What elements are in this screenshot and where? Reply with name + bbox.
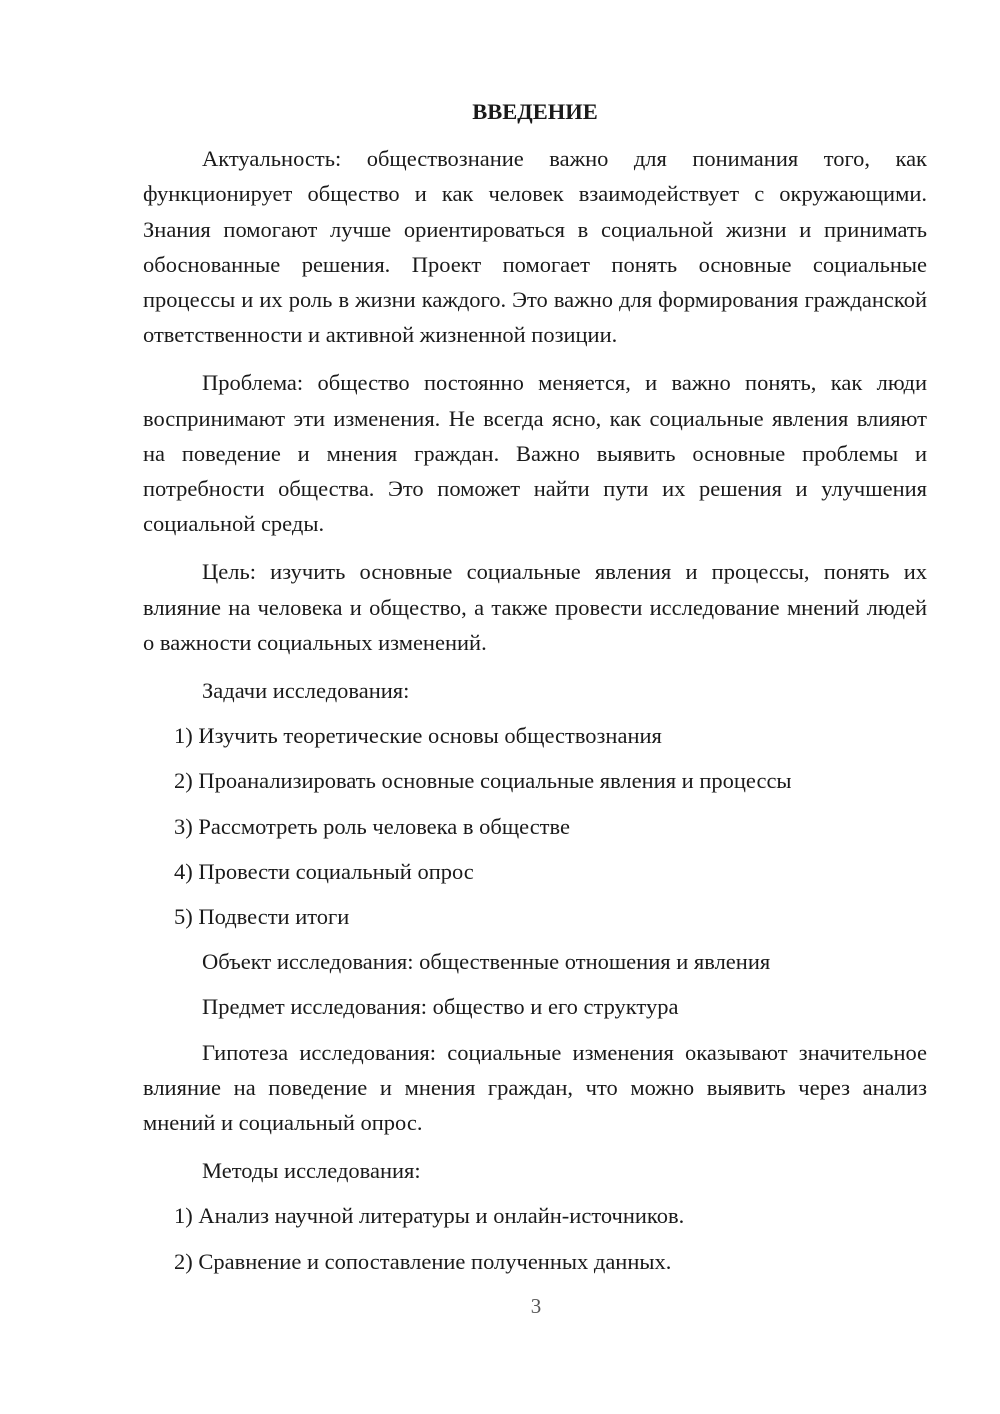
page-content <box>143 94 927 1289</box>
task-item: 2) Проанализировать основные социальные явления и процессы <box>174 768 792 794</box>
task-item: 3) Рассмотреть роль человека в обществе <box>174 813 570 839</box>
method-item: 2) Сравнение и сопоставление полученных данных. <box>174 1248 672 1274</box>
task-item: 5) Подвести итоги <box>174 904 350 930</box>
problem-paragraph: Проблема: общество постоянно меняется, и важно понять, как люди воспринимают эти изменения. Не всегда ясно, как социальные явления влияют на поведение и мнения граждан. Важно выявить основные проблемы и потребности общества. Это поможет найти пути их решения и улучшения социальной среды. <box>143 370 927 537</box>
hypothesis-paragraph: Гипотеза исследования: социальные изменения оказывают значительное влияние на поведение и мнения граждан, что можно выявить через анализ мнений и социальный опрос. <box>143 1039 927 1136</box>
page-number: 3 <box>530 1294 542 1318</box>
research-object: Объект исследования: общественные отношения и явления <box>202 949 771 975</box>
research-subject: Предмет исследования: общество и его структура <box>202 994 679 1020</box>
goal-paragraph: Цель: изучить основные социальные явления и процессы, понять их влияние на человека и общество, а также провести исследование мнений людей о важности социальных изменений. <box>143 559 927 655</box>
relevance-paragraph: Актуальность: обществознание важно для понимания того, как функционирует общество и как человек взаимодействует с окружающими. Знания помогают лучше ориентироваться в социальной жизни и принимать обоснованные решения. Проект помогает понять основные социальные процессы и их роль в жизни каждого. Это важно для формирования гражданской ответственности и активной жизненной позиции. <box>143 146 927 348</box>
methods-heading: Методы исследования: <box>202 1158 421 1184</box>
tasks-heading: Задачи исследования: <box>202 678 410 704</box>
task-item: 1) Изучить теоретические основы обществознания <box>174 723 662 749</box>
section-title: ВВЕДЕНИЕ <box>472 99 598 124</box>
tasks-list <box>143 718 927 934</box>
methods-list <box>143 1198 927 1278</box>
method-item: 1) Анализ научной литературы и онлайн-источников. <box>174 1203 685 1229</box>
task-item: 4) Провести социальный опрос <box>174 858 474 884</box>
